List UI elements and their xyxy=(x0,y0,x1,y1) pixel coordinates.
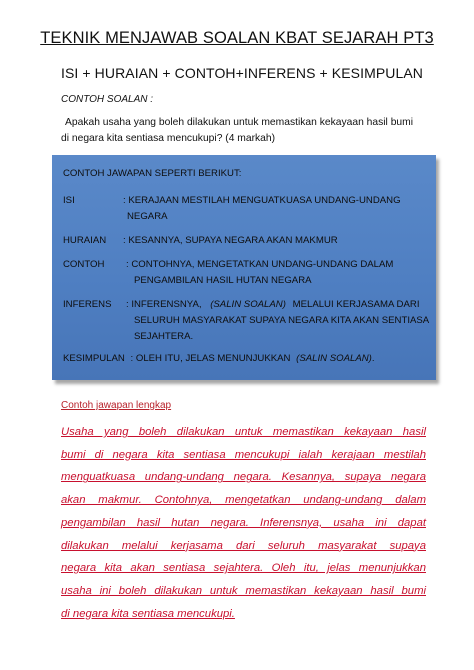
isi-label: ISI xyxy=(63,195,75,206)
question-line-2: di negara kita sentiasa mencukupi? (4 markah) xyxy=(61,133,276,144)
page-title: TEKNIK MENJAWAB SOALAN KBAT SEJARAH PT3 xyxy=(40,29,434,47)
answer-line: negara kita akan sentiasa sejahtera. Oleh itu, jelas menunjukkan xyxy=(61,562,426,575)
answer-line: bumi di negara kita sentiasa mencukupi ialah kerajaan mestilah xyxy=(61,448,426,461)
contoh-label: CONTOH xyxy=(63,259,105,270)
inferens-text-line-2: SELURUH MASYARAKAT SUPAYA NEGARA KITA AKAN SENTIASA xyxy=(134,315,430,326)
inferens-text-a: : INFERENSNYA, xyxy=(126,299,202,310)
contoh-text-line-2: PENGAMBILAN HASIL HUTAN NEGARA xyxy=(134,275,312,286)
huraian-label: HURAIAN xyxy=(63,235,107,246)
answer-line: Usaha yang boleh dilakukan untuk memastikan kekayaan hasil xyxy=(61,426,426,438)
full-answer-paragraph xyxy=(61,421,426,625)
answer-formula: ISI + HURAIAN + CONTOH+INFERENS + KESIMPULAN xyxy=(61,65,424,81)
huraian-text: : KESANNYA, SUPAYA NEGARA AKAN MAKMUR xyxy=(123,235,338,246)
answer-line: dilakukan melalui kerjasama dari seluruh masyarakat supaya xyxy=(61,539,426,552)
answer-line: akan makmur. Contohnya, mengetatkan undang-undang dalam xyxy=(61,494,426,507)
inferens-text-c: MELALUI KERJASAMA DARI xyxy=(292,299,420,310)
isi-text-line-2: NEGARA xyxy=(127,211,168,222)
answer-line: pengambilan hasil hutan negara. Inferensnya, usaha ini dapat xyxy=(61,516,426,529)
kesimpulan-label: KESIMPULAN xyxy=(63,353,125,364)
inferens-label: INFERENS xyxy=(63,299,112,310)
full-answer-label: Contoh jawapan lengkap xyxy=(61,400,172,411)
question-line-1: Apakah usaha yang boleh dilakukan untuk memastikan kekayaan hasil bumi xyxy=(65,117,414,128)
kesimpulan-salin-soalan: (SALIN SOALAN) xyxy=(296,353,372,364)
inferens-salin-soalan: (SALIN SOALAN) xyxy=(210,299,286,310)
kesimpulan-line xyxy=(63,353,375,364)
inferens-text-line-1 xyxy=(126,299,419,310)
box-header: CONTOH JAWAPAN SEPERTI BERIKUT: xyxy=(63,168,242,179)
isi-text-line-1: : KERAJAAN MESTILAH MENGUATKUASA UNDANG-UNDANG xyxy=(123,195,401,206)
kesimpulan-text-a: : OLEH ITU, JELAS MENUNJUKKAN xyxy=(130,353,291,364)
answer-line: di negara kita sentiasa mencukupi. xyxy=(61,607,235,620)
answer-line: menguatkuasa undang-undang negara. Kesannya, supaya negara xyxy=(61,471,426,484)
sample-question xyxy=(61,115,421,147)
contoh-text-line-1: : CONTOHNYA, MENGETATKAN UNDANG-UNDANG DALAM xyxy=(126,259,394,270)
kesimpulan-period: . xyxy=(371,353,375,364)
inferens-text-line-3: SEJAHTERA. xyxy=(134,331,194,342)
answer-line: usaha ini boleh dilakukan untuk memastikan kekayaan hasil bumi xyxy=(61,584,426,597)
sample-answer-box xyxy=(52,155,436,380)
sample-question-label: CONTOH SOALAN : xyxy=(61,94,154,105)
